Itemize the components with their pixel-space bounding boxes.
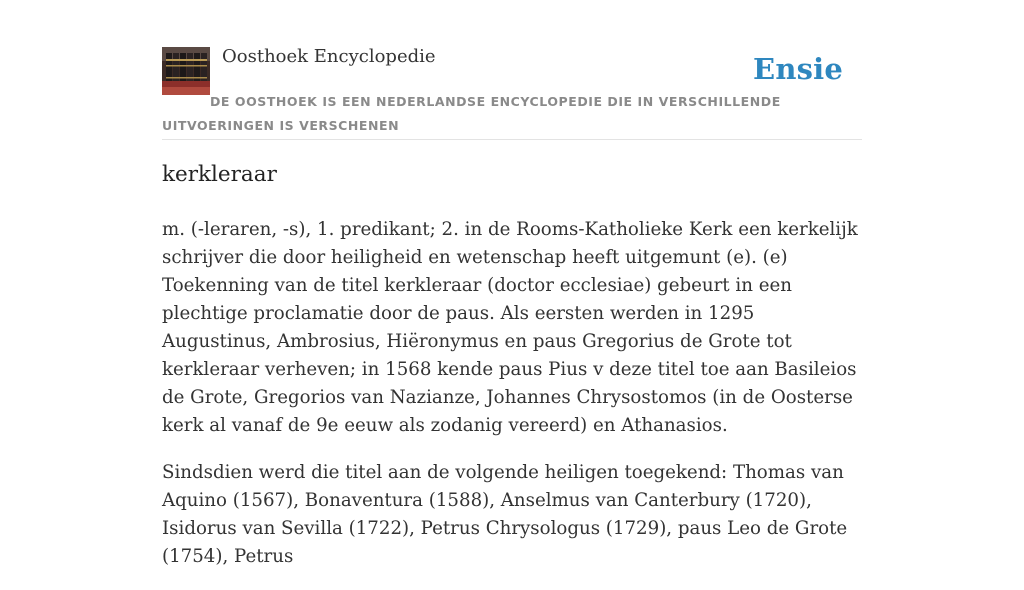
site-header xyxy=(162,0,862,140)
article-paragraph: m. (-leraren, -s), 1. predikant; 2. in de Rooms-Katholieke Kerk een kerkelijk schrijver die door heiligheid en wetenschap heeft uitgemunt (e). (e) Toekenning van de titel kerkleraar (doctor ecclesiae) gebeurt in een plechtige proclamatie door de paus. Als eersten werden in 1295 Augustinus, Ambrosius, Hiëronymus en paus Gregorius de Grote tot kerkleraar verheven; in 1568 kende paus Pius v deze titel toe aan Basileios de Grote, Gregorios van Nazianze, Johannes Chrysostomos (in de Oosterse kerk al vanaf de 9e eeuw als zodanig vereerd) en Athanasios. xyxy=(162,219,858,436)
site-tagline: DE OOSTHOEK IS EEN NEDERLANDSE ENCYCLOPEDIE DIE IN VERSCHILLENDE UITVOERINGEN IS VERSCHENEN xyxy=(162,94,781,133)
article-body xyxy=(162,216,862,590)
article-paragraph: Sindsdien werd die titel aan de volgende heiligen toegekend: Thomas van Aquino (1567), Bonaventura (1588), Anselmus van Canterbury (1720), Isidorus van Sevilla (1722), Petrus Chrysologus (1729), paus Leo de Grote (1754), Petrus xyxy=(162,462,848,567)
site-name-link[interactable]: Oosthoek Encyclopedie xyxy=(222,46,436,67)
book-spines-icon[interactable] xyxy=(162,47,210,95)
header-divider xyxy=(162,139,862,140)
page-title: kerkleraar xyxy=(162,162,277,187)
ensie-logo-link[interactable]: Ensie xyxy=(753,52,843,86)
